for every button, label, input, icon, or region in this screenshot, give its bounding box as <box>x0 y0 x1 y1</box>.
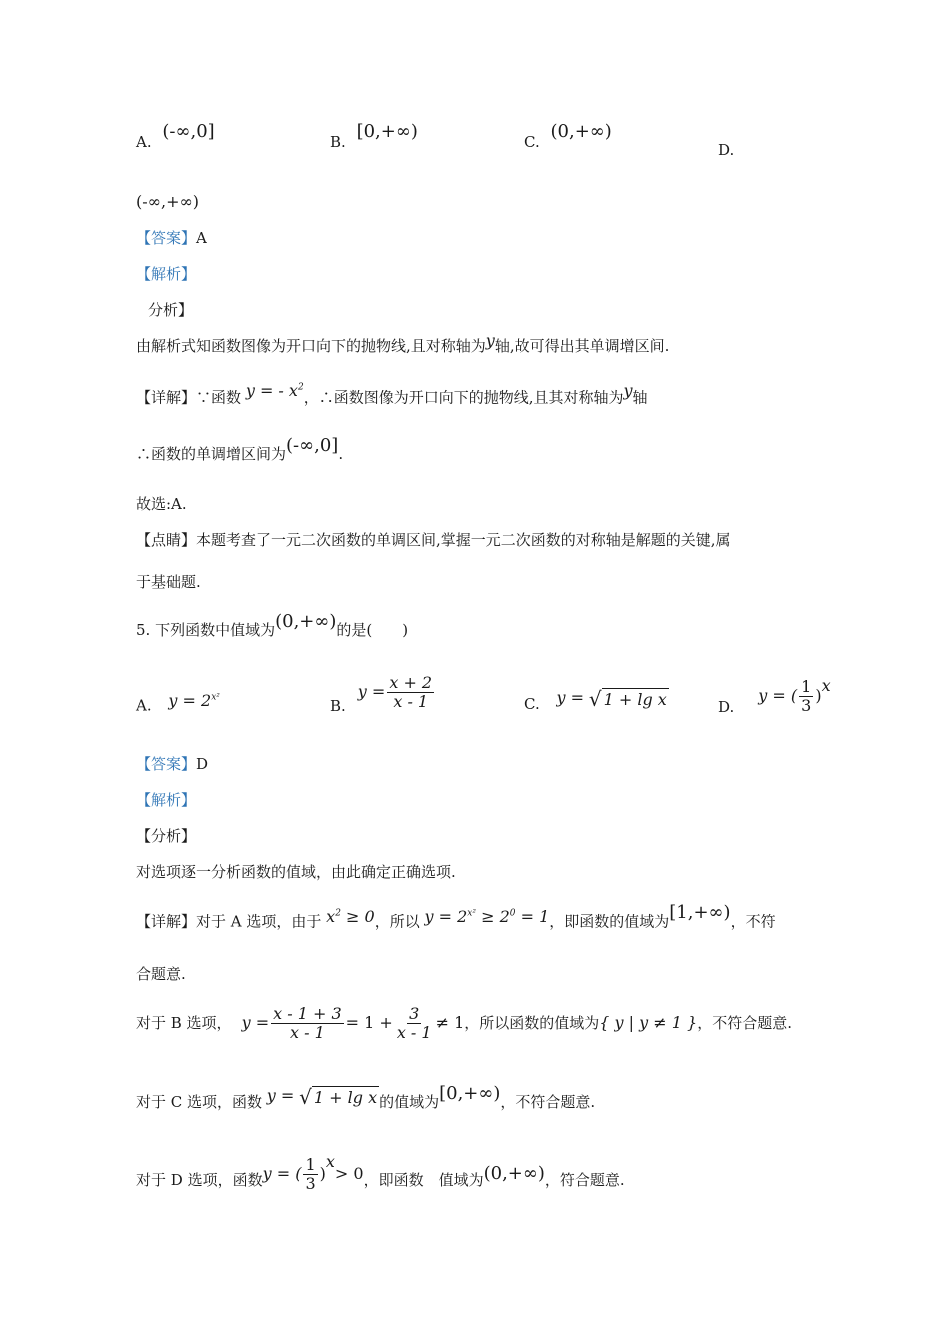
q4-option-b: B. [0,+∞) <box>330 121 418 151</box>
q5-detail-line-4: 对于 D 选项，函数 y = ( $\frac{1}{3}$ ) x > 0 ，即函数 值域为 (0,+∞) ，符合题意. <box>136 1152 625 1193</box>
q5-option-b-fraction: $\frac{x + 2}{x - 1}$ <box>389 672 433 711</box>
q5-detail-line-3: 对于 C 选项，函数 y = √ 1 + lg x 的值域为[0,+∞)，不符合题意. <box>136 1083 596 1111</box>
q5-detail-line-2: 对于 B 选项， y = $\frac{x - 1 + 3}{x - 1}$ = 1 + $\frac{3}{x - 1}$ ≠ 1 ，所以函数的值域为 { y | y ≠ 1 } ，不符合题意. <box>136 1003 792 1042</box>
q5-option-d-fraction: $\frac{1}{3}$ <box>801 676 812 715</box>
q5-option-d: D. y = ( $\frac{1}{3}$ ) x <box>718 676 831 716</box>
q5-detail-line-1-cont: 合题意. <box>136 965 186 983</box>
q5-option-b: B. y = $\frac{x + 2}{x - 1}$ <box>330 672 433 715</box>
q5-option-c: C. y = √ 1 + lg x <box>524 687 667 713</box>
q5-fenxi-heading: 【分析】 <box>136 827 197 845</box>
q4-choose: 故选:A. <box>136 495 187 513</box>
q5-detail-d-fraction: $\frac{1}{3}$ <box>305 1154 316 1193</box>
q4-option-d: D. <box>718 141 735 159</box>
q5-detail-b-fraction-1: $\frac{x - 1 + 3}{x - 1}$ <box>273 1003 342 1042</box>
q4-fenxi-text: 由解析式知函数图像为开口向下的抛物线,且对称轴为y轴,故可得出其单调增区间. <box>136 331 670 355</box>
q4-option-c: C. (0,+∞) <box>524 121 612 151</box>
q5-analysis-heading: 【解析】 <box>136 791 197 809</box>
q4-fenxi-heading: 分析】 <box>148 301 194 319</box>
q4-comment-line-1: 【点睛】本题考查了一元二次函数的单调区间,掌握一元二次函数的对称轴是解题的关键,属 <box>136 531 731 549</box>
q5-stem: 5. 下列函数中值域为(0,+∞)的是( ) <box>136 611 409 639</box>
q5-detail-b-fraction-2: $\frac{3}{x - 1}$ <box>396 1003 432 1042</box>
q5-answer: 【答案】D <box>136 755 209 773</box>
q4-option-d-value: (-∞,+∞) <box>136 192 200 211</box>
q4-analysis-heading: 【解析】 <box>136 265 197 283</box>
q5-option-a: A. $y = 2^{x^2}$ <box>136 691 220 715</box>
q5-option-c-sqrt: √ 1 + lg x <box>588 687 667 711</box>
q5-detail-line-1: 【详解】对于 A 选项，由于 $x^2 \ge 0$，所以 $y = 2^{x^2} \ge 2^0 = 1$，即函数的值域为[1,+∞)，不符 <box>136 902 776 931</box>
q4-comment-line-2: 于基础题. <box>136 573 201 591</box>
q4-answer: 【答案】A <box>136 229 207 247</box>
q5-fenxi-text: 对选项逐一分析函数的值域，由此确定正确选项. <box>136 863 456 881</box>
q4-detail-line-2: ∴函数的单调增区间为(-∞,0]. <box>136 435 344 463</box>
q5-detail-c-sqrt: √ 1 + lg x <box>299 1085 378 1109</box>
q4-detail-line-1: 【详解】∵函数 y = - $x^2$，∴函数图像为开口向下的抛物线,且其对称轴为y轴 <box>136 381 648 407</box>
q4-option-a: A. (-∞,0] <box>136 121 215 151</box>
